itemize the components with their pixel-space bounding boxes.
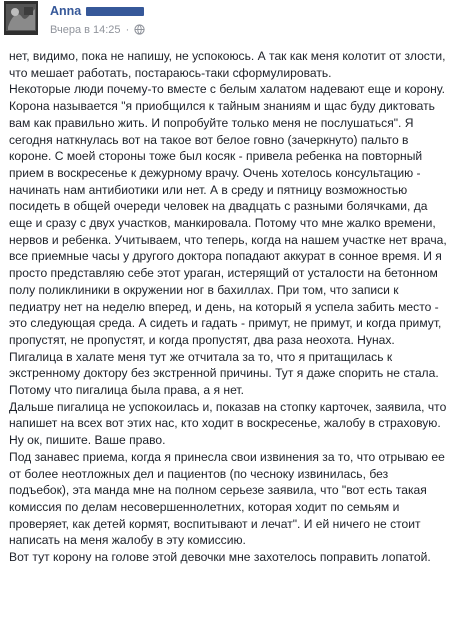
author-surname-redacted [86, 7, 144, 16]
globe-icon[interactable] [134, 24, 145, 39]
meta-separator: · [125, 24, 130, 36]
avatar-photo-icon [4, 1, 38, 35]
post-paragraph-1: нет, видимо, пока не напишу, не успокоюсь. А так как меня колотит от злости, что мешает работать, постараюсь-таки сформулировать. [9, 49, 446, 80]
author-name-link[interactable] [50, 3, 144, 19]
post-paragraph-3: Пигалица в халате меня тут же отчитала за то, что я притащилась к экстренному доктору без экстренной причины. Тут я даже спорить не стала. Потому что пигалица была права, а я нет. [9, 349, 439, 398]
author-avatar[interactable] [4, 1, 38, 35]
post-paragraph-2: Некоторые люди почему-то вместе с белым халатом надевают еще и корону. Корона называется "я приобщился к тайным знаниям и щас буду диктовать вам как правильно жить. И попробуйте только меня не послушаться". Я сегодня наткнулась вот на такое вот белое говно (зачеркнуто) пальто в короне. С моей стороны тоже был косяк - привела ребенка на повторный прием в воскресенье к дежурному врачу. Очень хотелось консультацию - начинать нам антибиотики или нет. А в среду и пятницу возможностью посидеть в общей очереди человек на двадцать с разными болячками, да еще и сразу с двух участков, манкировала. Потому что мне жалко времени, нервов и ребенка. Учитываем, что теперь, когда на нашем участке нет врача, все приемные часы у другого доктора попадают аккурат в сонное время. И я просто представляю себе этот ураган, истерящий от усталости на бетонном полу поликлиники в окружении ног в бахиллах. При том, что записи к педиатру нет на неделю вперед, и день, на который я успела забить место - это следующая среда. А сидеть и гадать - примут, не примут, и когда примут, пропустят, не пропустят, и когда пропустят, два раза неохота. Нунах. [9, 82, 447, 347]
post-body [9, 48, 447, 566]
post-timestamp[interactable]: Вчера в 14:25 [50, 24, 121, 36]
author-name[interactable]: Anna [50, 4, 82, 18]
post-header [0, 0, 450, 46]
post-paragraph-4: Дальше пигалица не успокоилась и, показав на стопку карточек, заявила, что напишет на всех вот этих нас, кто ходит в воскресенье, жалобу в страховую. Ну ок, пишите. Ваше право. [9, 399, 447, 448]
post-paragraph-5: Под занавес приема, когда я принесла свои извинения за то, что отрываю ее от более неотложных дел и пациентов (по чесноку извинилась, без подъебок), эта манда мне на полном серьезе заявила, что "вот есть такая комиссия по делам несовершеннолетних, которая ходит по семьям и проверяет, как детей кормят, воспитывают и лечат". И ей ничего не стоит написать на меня жалобу в эту комиссию. [9, 449, 445, 548]
post-paragraph-6: Вот тут корону на голове этой девочки мне захотелось поправить лопатой. [9, 550, 431, 565]
post-meta [50, 23, 145, 39]
